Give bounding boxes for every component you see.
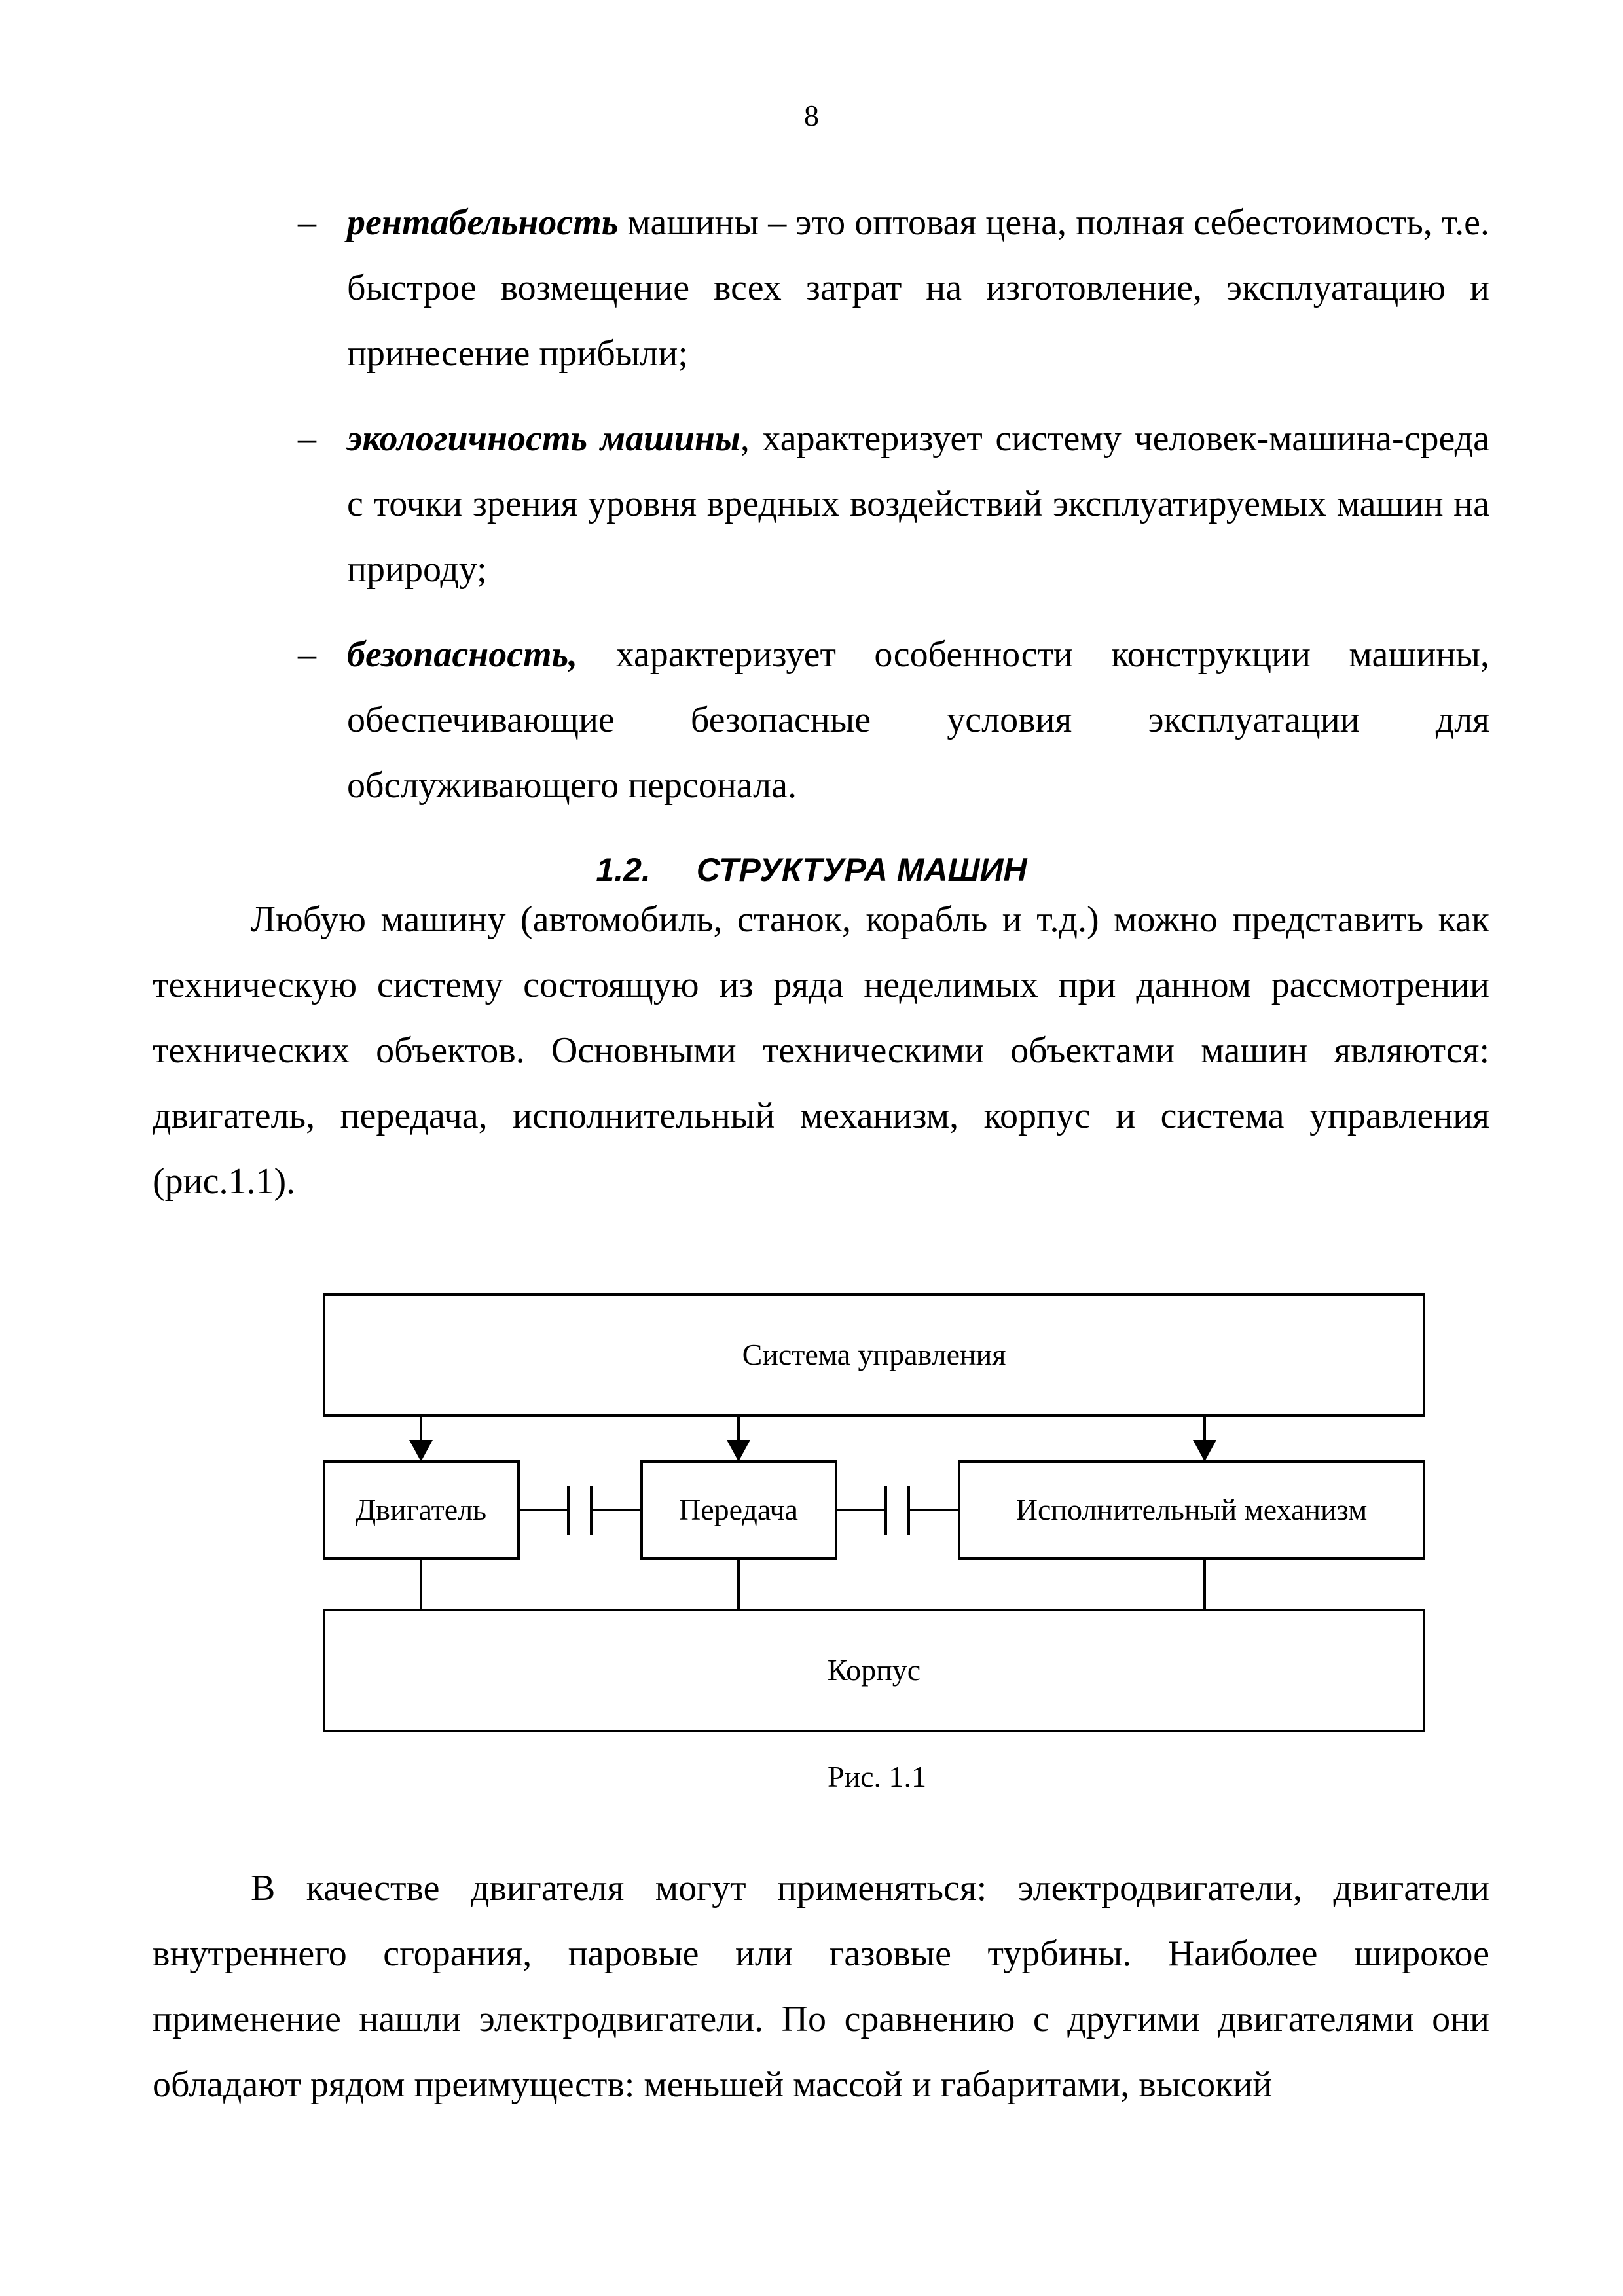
list-dash: – [298,634,316,675]
list-dash: – [298,418,316,459]
figure-caption: Рис. 1.1 [827,1760,927,1793]
paragraph-structure: Любую машину (автомобиль, станок, корабль и т.д.) можно представить как техническую систему состоящую из ряда неделимых при данном рассмотрении технических объектов. Основными техническими объектами машин являются: двигатель, передача, исполнительный механизм, корпус и система управления (рис.1.1). [153,899,1489,1202]
actuator-label: Исполнительный механизм [1015,1493,1368,1526]
transmission-label: Передача [679,1493,798,1526]
body-label: Корпус [827,1653,921,1687]
page-number: 8 [804,99,819,132]
list-term: экологичность машины [347,418,740,459]
list-text: машины – это оптовая цена, полная себестоимость, т.е. быстрое возмещение всех затрат на изготовление, эксплуатацию и принесение прибыли; [347,202,1489,374]
list-text: , характеризует систему человек-машина-среда с точки зрения уровня вредных воздействий эксплуатируемых машин на природу; [347,418,1489,590]
list-dash: – [298,202,316,243]
engine-label: Двигатель [355,1493,487,1526]
list-term: безопасность, [347,634,578,675]
arrowhead-engine [409,1440,433,1462]
arrowhead-actuator [1193,1440,1216,1462]
control-system-label: Система управления [742,1338,1006,1371]
list-text: характеризует особенности конструкции машины, обеспечивающие безопасные условия эксплуатации для обслуживающего персонала. [347,634,1489,806]
arrowhead-transmission [727,1440,750,1462]
list-term: рентабельность [347,202,619,243]
section-title: СТРУКТУРА МАШИН [696,852,1027,888]
section-number: 1.2. [596,852,651,888]
paragraph-engines: В качестве двигателя могут применяться: электродвигатели, двигатели внутреннего сгорания, паровые или газовые турбины. Наиболее широкое применение нашли электродвигатели. По сравнению с другими двигателями они обладают рядом преимуществ: меньшей массой и габаритами, высокий [153,1868,1489,2105]
